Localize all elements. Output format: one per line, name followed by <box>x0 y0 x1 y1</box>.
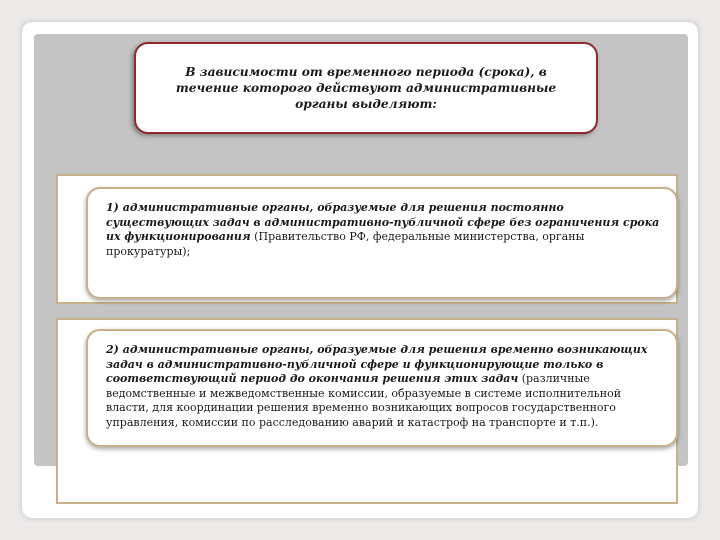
item-2-emphasis: 2) административные органы, образуемые для решения временно возникающих задач в административно-публичной сфере и функционирующие только в соответствующий период до окончания решения этих задач <box>106 343 648 385</box>
header-box <box>134 42 598 134</box>
item-1-emphasis: 1) административные органы, образуемые для решения постоянно существующих задач в административно-публичной сфере без ограничения срока их функционирования <box>106 201 660 243</box>
item-2-box <box>86 329 678 447</box>
item-1-details: (Правительство РФ, федеральные министерства, органы прокуратуры); <box>106 230 585 258</box>
item-1-box <box>86 187 678 299</box>
header-text: В зависимости от временного периода (срока), в течение которого действуют административные органы выделяют: <box>175 65 557 111</box>
item-2-details: (различные ведомственные и межведомственные комиссии, образуемые в системе исполнительной власти, для координации решения временно возникающих вопросов государственного управления, комиссии по расследованию аварий и катастроф на транспорте и т.п.). <box>106 372 622 429</box>
